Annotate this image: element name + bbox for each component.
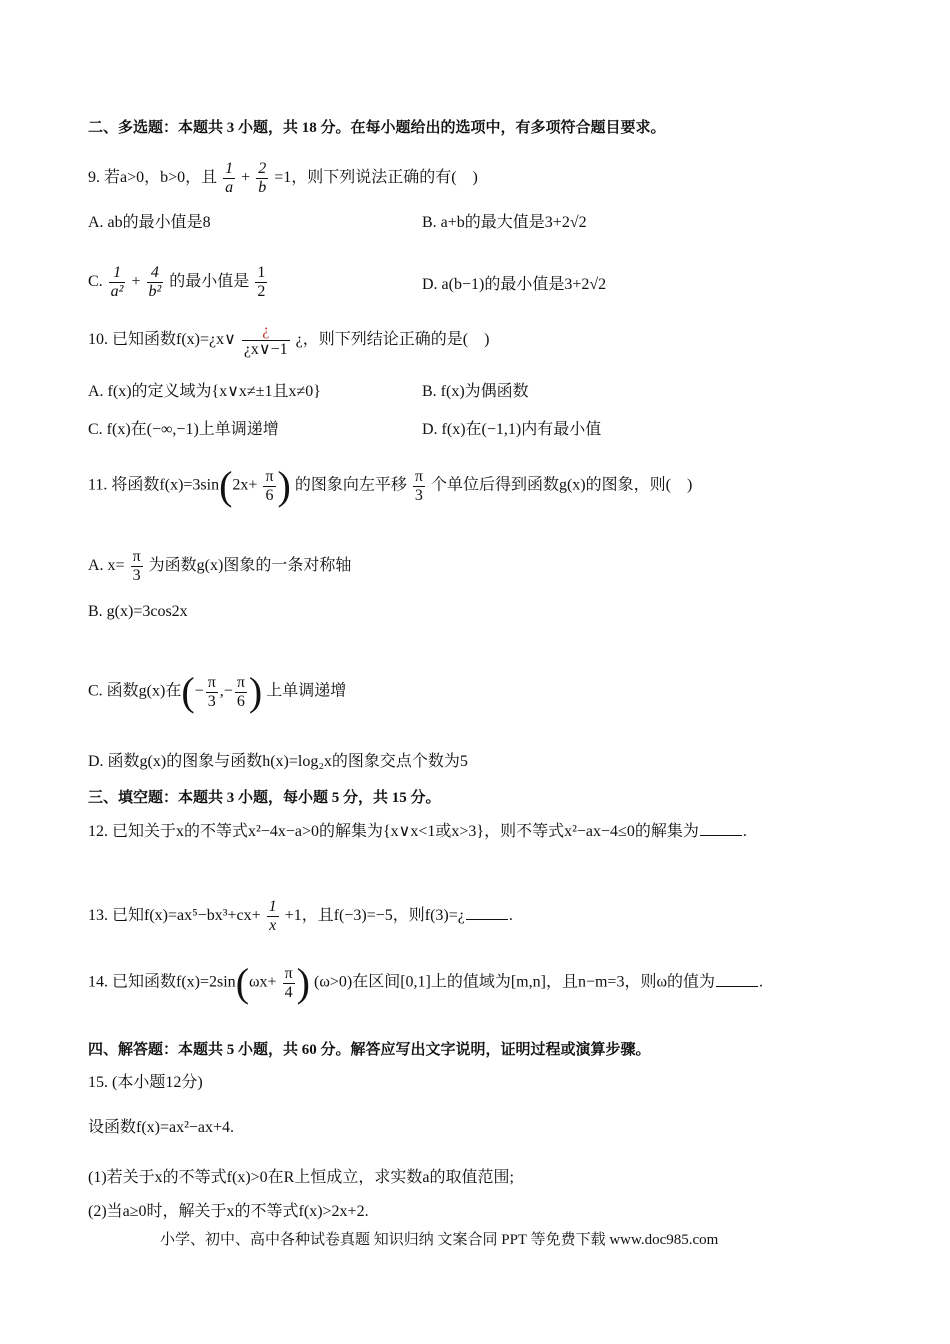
q10-stem-post: ¿，则下列结论正确的是( ) — [295, 331, 490, 349]
q14-fraction — [283, 965, 295, 1002]
q11-c-post: 上单调递增 — [266, 682, 347, 700]
q11-a-pre: A. x= — [88, 557, 125, 575]
q15-title: 15. (本小题12分) — [88, 1074, 203, 1091]
question-10-stem — [88, 322, 489, 359]
q10-option-b: B. f(x)为偶函数 — [422, 383, 529, 400]
q9-f1-den: a — [225, 179, 234, 196]
q9-f2-num: 2 — [258, 160, 267, 177]
q15-stem: 设函数f(x)=ax²−ax+4. — [88, 1119, 235, 1136]
q9-c-f3-den: 2 — [257, 283, 266, 300]
q11-stem-post: 个单位后得到函数g(x)的图象，则( ) — [430, 476, 693, 494]
q14-end: . — [758, 973, 763, 991]
q13-f-den: x — [269, 917, 277, 934]
q13-end: . — [508, 907, 513, 925]
q10-stem-pre: 10. 已知函数f(x)=¿x∨ — [88, 331, 236, 349]
q10-option-c: C. f(x)在(−∞,−1)上单调递增 — [88, 421, 279, 438]
q13-fraction — [267, 898, 279, 935]
q9-option-b: B. a+b的最大值是3+2√2 — [422, 214, 587, 231]
q11-c-num-2: π — [236, 673, 245, 691]
q9-fraction-1 — [223, 160, 235, 197]
q9-c-plus: + — [131, 273, 141, 291]
q9-c-f1-num: 1 — [109, 264, 126, 283]
q13-pre: 13. 已知f(x)=ax⁵−bx³+cx+ — [88, 907, 261, 925]
page-footer: 小学、初中、高中各种试卷真题 知识归纳 文案合同 PPT 等免费下载 www.doc985.com — [160, 1232, 719, 1248]
q10-f-den: ¿x∨−1 — [243, 341, 288, 358]
q11-a-den: 3 — [132, 567, 141, 584]
q10-fraction — [242, 322, 290, 359]
question-12 — [88, 822, 747, 842]
q11-c-fraction-2 — [235, 674, 247, 711]
q9-c-f1-den: a² — [110, 283, 124, 300]
q11-fraction-pi6 — [263, 468, 275, 505]
q12-answer-blank[interactable] — [700, 835, 742, 836]
q11-option-b: B. g(x)=3cos2x — [88, 603, 188, 620]
q10-option-a: A. f(x)的定义域为{x∨x≠±1且x≠0} — [88, 383, 321, 400]
q11-c-pre: C. 函数g(x)在 — [88, 682, 182, 700]
q13-answer-blank[interactable] — [466, 919, 508, 920]
q11-c-num-1: π — [207, 673, 216, 691]
q11-c-den-2: 6 — [236, 692, 245, 710]
q11-option-d: D. 函数g(x)的图象与函数h(x)=log₂x的图象交点个数为5 — [88, 753, 468, 770]
q11-stem-pre: 11. 将函数f(x)=3sin — [88, 476, 220, 494]
q13-post: +1，且f(−3)=−5，则f(3)=¿ — [284, 907, 465, 925]
q11-option-a — [88, 548, 351, 585]
q11-option-c: C. 函数g(x)在(− $\frac{\pi}{3}$ ,− $\frac{\pi}{6}$ ) 上单调递增 — [88, 669, 347, 714]
q9-option-a: A. ab的最小值是8 — [88, 214, 211, 231]
q10-f-num: ¿ — [242, 322, 290, 341]
q11-stem-mid: 的图象向左平移 — [294, 476, 407, 494]
q12-text: 12. 已知关于x的不等式x²−4x−a>0的解集为{x∨x<1或x>3}，则不等式x²−ax−4≤0的解集为 — [88, 823, 699, 840]
q11-c-fraction-1 — [206, 674, 218, 711]
q9-option-c — [88, 264, 269, 301]
q11-c-den-1: 3 — [207, 692, 216, 710]
question-11-stem: 11. 将函数f(x)=3sin(2x+ $\frac{\pi}{6}$ ) 的图象向左平移 $\frac{\pi}{3}$ 个单位后得到函数g(x)的图象，则( ) — [88, 463, 693, 508]
question-9-stem — [88, 160, 478, 197]
q11-pi-den: 6 — [265, 486, 274, 504]
q14-pre: 14. 已知函数f(x)=2sin — [88, 973, 236, 991]
q11-shift-den: 3 — [414, 486, 423, 504]
q11-stem-in: 2x+ — [232, 476, 258, 494]
q11-shift-num: π — [414, 467, 423, 485]
section-2-heading: 二、多选题：本题共 3 小题，共 18 分。在每小题给出的选项中，有多项符合题目要求。 — [88, 120, 666, 136]
question-14: 14. 已知函数f(x)=2sin(ωx+ $\frac{\pi}{4}$ ) (ω>0)在区间[0,1]上的值域为[m,n]，且n−m=3，则ω的值为 . — [88, 960, 763, 1005]
q14-f-den: 4 — [284, 983, 293, 1001]
q9-c-fraction-2 — [147, 264, 164, 301]
q15-part-1: (1)若关于x的不等式f(x)>0在R上恒成立，求实数a的取值范围; — [88, 1169, 514, 1186]
q9-c-f2-num: 4 — [147, 264, 164, 283]
q11-a-num: π — [132, 548, 141, 565]
q14-in: ωx+ — [249, 973, 277, 991]
q10-option-d: D. f(x)在(−1,1)内有最小值 — [422, 421, 602, 438]
q9-c-f2-den: b² — [148, 283, 162, 300]
q9-stem-post: =1，则下列说法正确的有( ) — [274, 169, 478, 187]
q9-fraction-2 — [256, 160, 268, 197]
q9-f2-den: b — [258, 179, 267, 196]
section-4-heading: 四、解答题：本题共 5 小题，共 60 分。解答应写出文字说明，证明过程或演算步骤。 — [88, 1042, 651, 1058]
q14-post: (ω>0)在区间[0,1]上的值域为[m,n]，且n−m=3，则ω的值为 — [313, 973, 715, 991]
q11-pi-num: π — [265, 467, 274, 485]
q9-option-d: D. a(b−1)的最小值是3+2√2 — [422, 276, 607, 293]
q9-c-mid: 的最小值是 — [169, 273, 250, 291]
q9-f1-num: 1 — [225, 160, 234, 177]
q11-a-post: 为函数g(x)图象的一条对称轴 — [148, 557, 352, 575]
q15-part-2: (2)当a≥0时，解关于x的不等式f(x)>2x+2. — [88, 1203, 369, 1220]
q13-f-num: 1 — [268, 898, 277, 915]
q11-a-fraction — [131, 548, 143, 585]
q14-f-num: π — [284, 964, 293, 982]
q9-stem-pre: 9. 若a>0，b>0，且 — [88, 169, 218, 187]
question-13 — [88, 898, 513, 935]
q12-end: . — [742, 823, 747, 840]
q9-c-pre: C. — [88, 273, 103, 291]
q11-fraction-shift — [413, 468, 425, 505]
q9-plus: + — [241, 169, 251, 187]
q9-c-fraction-3 — [255, 264, 267, 301]
q9-c-fraction-1 — [109, 264, 126, 301]
q14-answer-blank[interactable] — [716, 986, 758, 987]
q9-c-f3-num: 1 — [257, 264, 266, 281]
section-3-heading: 三、填空题：本题共 3 小题，每小题 5 分，共 15 分。 — [88, 790, 441, 806]
